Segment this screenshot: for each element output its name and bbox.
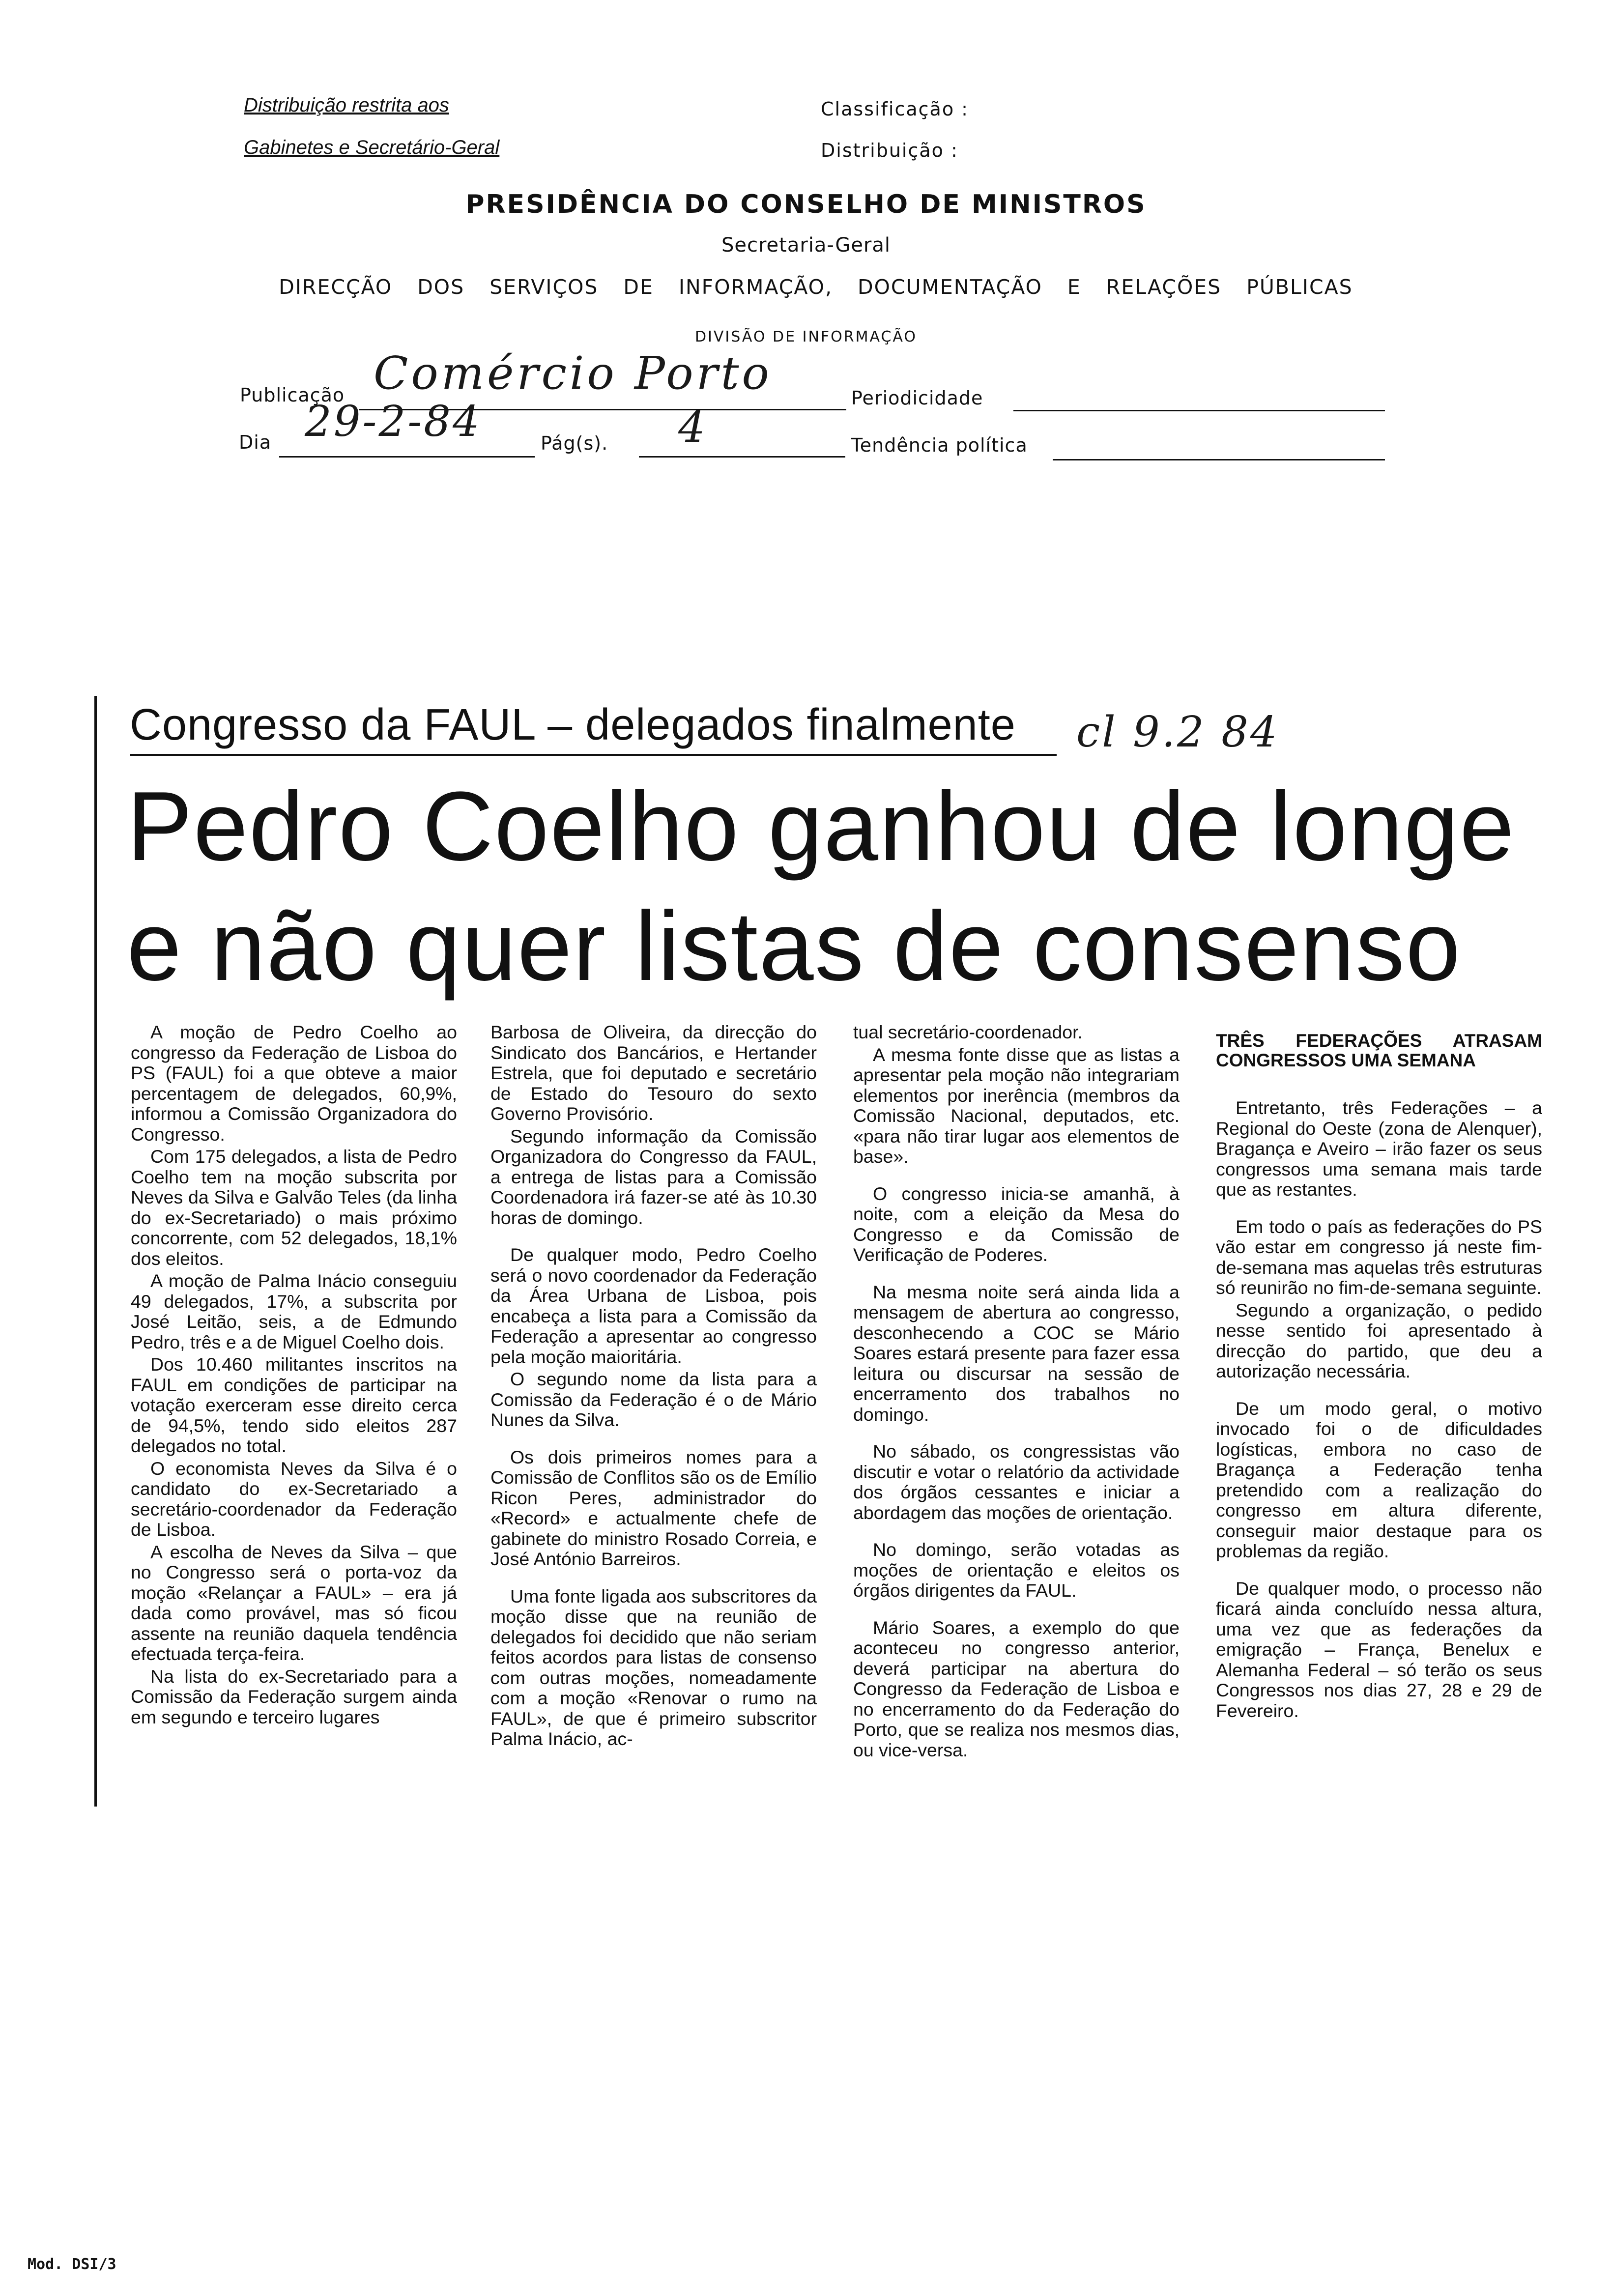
organization-header [0,190,1612,219]
handwritten-clip-date: cl 9.2 84 [1076,708,1279,757]
publication-label: Publicação [240,384,345,406]
col3-paragraph: No domingo, serão votadas as moções de orientação e eleitos os órgãos dirigentes da FAUL. [853,1539,1180,1601]
col2-paragraph: Segundo informação da Comissão Organizadora do Congresso da FAUL, a entrega de listas para a Comissão Coordenadora irá fazer-se até às 10.30 horas de domingo. [490,1125,817,1228]
form-code: Mod. DSI/3 [28,2256,116,2273]
col3-paragraph: tual secretário-coordenador. [853,1022,1083,1042]
division-label: DIVISÃO DE INFORMAÇÃO [694,328,918,345]
col4-paragraph: Entretanto, três Federações – a Regional do Oeste (zona de Alenquer), Bragança e Aveiro – irão fazer os seus congressos uma semana mais tarde que as restantes. [1216,1097,1542,1200]
department-block [241,275,1391,299]
day-line [279,456,535,458]
col4-paragraph: De qualquer modo, o processo não ficará ainda concluído nessa altura, uma vez que as federações da emigração – França, Benelux e Alemanha Federal – só terão os seus Congressos nos dias 27, 28 e 29 de Fevereiro. [1216,1578,1542,1721]
col2-paragraph: De qualquer modo, Pedro Coelho será o novo coordenador da Federação da Área Urbana de Lisboa, pois encabeça a lista para a Comissão da Federação a apresentar ao congresso pela moção maioritária. [490,1244,817,1367]
col1-paragraph: A moção de Pedro Coelho ao congresso da Federação de Lisboa do PS (FAUL) foi a que obteve a maior percentagem de delegados, 60,9%, informou a Comissão Organizadora do Congresso. [131,1022,457,1145]
col4-paragraph: Em todo o país as federações do PS vão estar em congresso já neste fim-de-semana mas aquelas três estruturas só reunirão no fim-de-semana seguinte. [1216,1216,1542,1298]
col1-paragraph: Com 175 delegados, a lista de Pedro Coelho tem na moção subscrita por Neves da Silva e Galvão Teles (da linha do ex-Secretariado) o mais próximo concorrente, com 52 delegados, 18,1% dos eleitos. [131,1146,457,1269]
periodicity-line [1013,410,1385,411]
col3-paragraph: Mário Soares, a exemplo do que aconteceu no congresso anterior, deverá participar na abertura do Congresso da Federação de Lisboa e no encerramento do da Federação do Porto, que se realiza nos mesmos dias, ou vice-versa. [853,1617,1180,1760]
secretariat-label: Secretaria-Geral [721,234,891,257]
pages-label: Pág(s). [541,432,608,454]
periodicity-label: Periodicidade [851,387,983,409]
division-block [0,328,1612,345]
col1-paragraph: A escolha de Neves da Silva – que no Congresso será o porta-voz da moção «Relançar a FAUL» – era já dada como provável, mas só ficou assente na reunião daquela tendência efectuada terça-feira. [131,1541,457,1664]
col3-paragraph: Na mesma noite será ainda lida a mensagem de abertura ao congresso, desconhecendo a COC se Mário Soares estará presente para fazer essa leitura ou discursar na sessão de encerramento dos trabalhos no domingo. [853,1281,1180,1425]
col1-paragraph: Na lista do ex-Secretariado para a Comissão da Federação surgem ainda em segundo e terceiro lugares [131,1665,457,1727]
col3-paragraph: A mesma fonte disse que as listas a apresentar pela moção não integrariam elementos por inerência (membros da Comissão Nacional, deputados, etc. «para não tirar lugar aos elementos de base». [853,1044,1180,1167]
day-label: Dia [239,431,272,453]
col2-paragraph: Os dois primeiros nomes para a Comissão de Conflitos são os de Emílio Ricon Peres, administrador do «Record» e actualmente chefe de gabinete do ministro Rosado Correia, e José António Barreiros. [490,1446,817,1569]
headline-line1: Pedro Coelho ganhou de longe [127,772,1515,881]
article-column-3 [853,1022,1180,1762]
pages-line [639,456,845,458]
distribution-label: Distribuição : [821,140,958,161]
kicker-underline [130,754,1057,756]
col2-paragraph: Uma fonte ligada aos subscritores da moção disse que na reunião de delegados foi decidido que não seriam feitos acordos para listas de consenso com outras moções, nomeadamente com a moção «Renovar o rumo na FAUL», de que é primeiro subscritor Palma Inácio, ac- [490,1585,817,1749]
col1-paragraph: A moção de Palma Inácio conseguiu 49 delegados, 17%, a subscrita por José Leitão, seis, a de Edmundo Pedro, três e a de Miguel Coelho dois. [131,1270,457,1352]
organization-title: PRESIDÊNCIA DO CONSELHO DE MINISTROS [465,190,1147,219]
article-column-1 [131,1022,457,1729]
distribution-note-line2: Gabinetes e Secretário-Geral [244,137,500,158]
publication-value: Comércio Porto [374,347,772,400]
tendency-line [1053,459,1385,460]
secretariat-block [0,234,1612,257]
article-column-2 [490,1022,817,1751]
clipping-left-border [94,696,97,1807]
pages-value: 4 [678,403,707,452]
col4-paragraph: De um modo geral, o motivo invocado foi o de dificuldades logísticas, embora no caso de Bragança a Federação tenha pretendido com a realização do congresso em altura diferente, conseguir maior destaque para os problemas da região. [1216,1398,1542,1561]
col4-paragraph: Segundo a organização, o pedido nesse sentido foi apresentado à direcção do partido, que deu a autorização necessária. [1216,1299,1542,1381]
col2-paragraph: Barbosa de Oliveira, da direcção do Sindicato dos Bancários, e Hertander Estrela, que foi deputado e secretário de Estado do Tesouro do sexto Governo Provisório. [490,1022,817,1124]
col3-paragraph: O congresso inicia-se amanhã, à noite, com a eleição da Mesa do Congresso e da Comissão de Verificação de Poderes. [853,1183,1180,1265]
article-headline [127,767,1515,1006]
day-value: 29-2-84 [305,397,482,446]
classification-label: Classificação : [821,98,969,120]
distribution-note-line1: Distribuição restrita aos [244,94,449,116]
tendency-label: Tendência política [851,434,1028,456]
column-4-subhead: TRÊS FEDERAÇÕES ATRASAM CONGRESSOS UMA SEMANA [1216,1031,1542,1070]
col1-paragraph: O economista Neves da Silva é o candidato do ex-Secretariado a secretário-coordenador da Federação de Lisboa. [131,1458,457,1540]
headline-line2: e não quer listas de consenso [127,891,1462,1001]
article-kicker: Congresso da FAUL – delegados finalmente [130,700,1016,749]
article-column-4 [1216,1031,1542,1723]
col1-paragraph: Dos 10.460 militantes inscritos na FAUL em condições de participar na votação exerceram esse direito cerca de 94,5%, tendo sido eleitos 287 delegados no total. [131,1354,457,1456]
col3-paragraph: No sábado, os congressistas vão discutir e votar o relatório da actividade dos órgãos cessantes e iniciar a abordagem das moções de orientação. [853,1441,1180,1523]
department-label: DIRECÇÃO DOS SERVIÇOS DE INFORMAÇÃO, DOCUMENTAÇÃO E RELAÇÕES PÚBLICAS [279,275,1353,299]
col2-paragraph: O segundo nome da lista para a Comissão da Federação é o de Mário Nunes da Silva. [490,1369,817,1430]
